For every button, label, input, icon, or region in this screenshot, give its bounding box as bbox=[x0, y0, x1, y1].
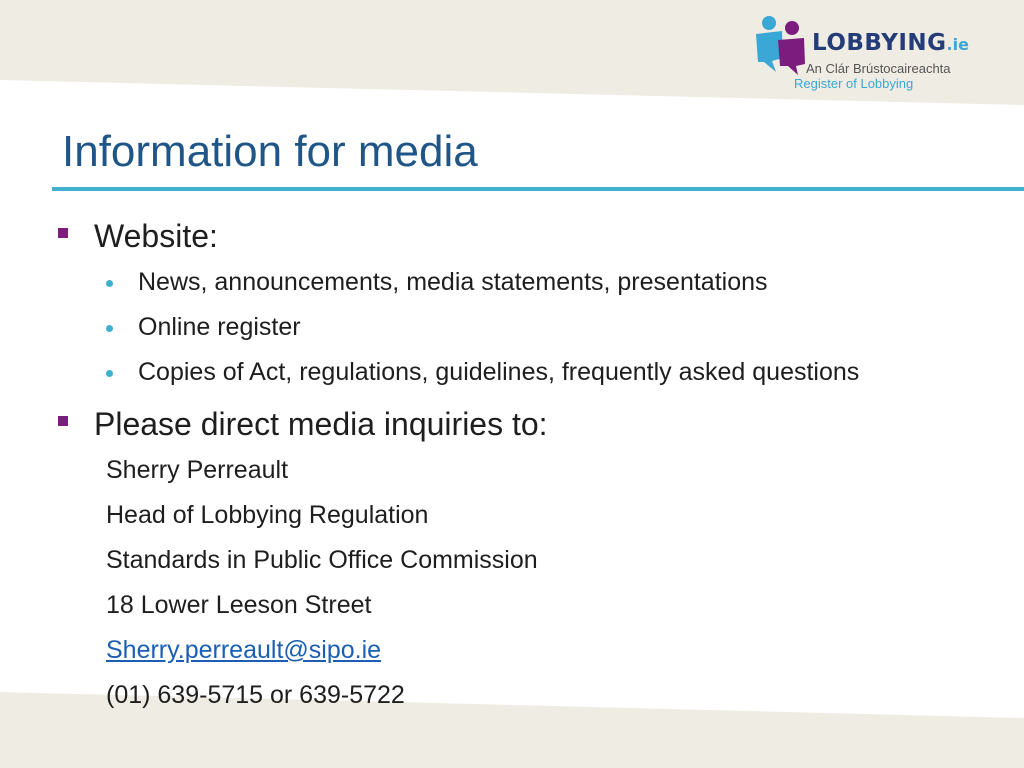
contact-email-link[interactable]: Sherry.perreault@sipo.ie bbox=[106, 636, 382, 664]
square-bullet-icon bbox=[58, 228, 68, 238]
dot-bullet-icon bbox=[106, 280, 113, 287]
logo-irish-tagline: An Clár Brústocaireachta bbox=[806, 61, 951, 76]
section-heading-website: Website: bbox=[94, 218, 218, 254]
list-item: Copies of Act, regulations, guidelines, frequently asked questions bbox=[138, 358, 860, 386]
people-speech-icon bbox=[752, 14, 808, 76]
contact-phone: (01) 639-5715 or 639-5722 bbox=[106, 681, 405, 709]
list-item: News, announcements, media statements, presentations bbox=[138, 268, 768, 296]
dot-bullet-icon bbox=[106, 325, 113, 332]
contact-organisation: Standards in Public Office Commission bbox=[106, 546, 538, 574]
contact-name: Sherry Perreault bbox=[106, 456, 289, 484]
page-title: Information for media bbox=[62, 127, 478, 176]
dot-bullet-icon bbox=[106, 370, 113, 377]
list-item: Online register bbox=[138, 313, 301, 341]
square-bullet-icon bbox=[58, 416, 68, 426]
section-heading-media-inquiries: Please direct media inquiries to: bbox=[94, 406, 548, 442]
logo-suffix: .ie bbox=[946, 35, 969, 54]
lobbying-logo bbox=[752, 14, 982, 94]
logo-wordmark: LOBBYING.ie bbox=[812, 30, 969, 56]
title-divider bbox=[52, 187, 1024, 191]
logo-english-tagline: Register of Lobbying bbox=[794, 76, 914, 91]
contact-address: 18 Lower Leeson Street bbox=[106, 591, 372, 619]
contact-role: Head of Lobbying Regulation bbox=[106, 501, 429, 529]
